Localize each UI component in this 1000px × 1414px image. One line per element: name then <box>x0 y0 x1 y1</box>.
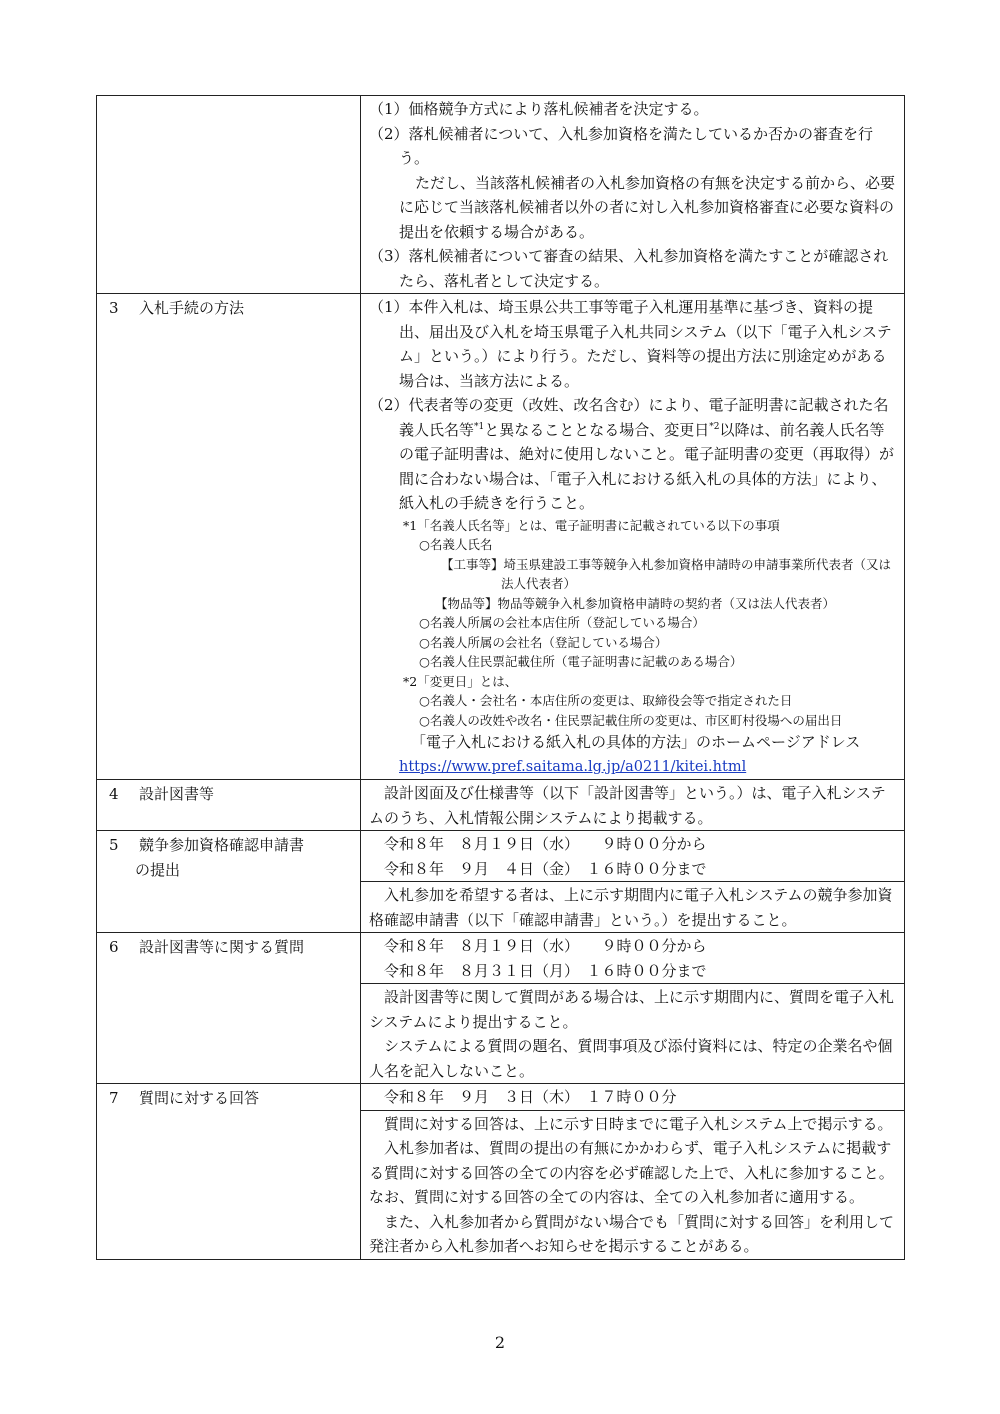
row-label <box>97 831 361 933</box>
paragraph: 設計図面及び仕様書等（以下「設計図書等」という。）は、電子入札システムのうち、入札情報公開システムにより掲載する。 <box>369 784 886 827</box>
table-row <box>97 294 905 780</box>
answer-date: 令和８年 ９月 ３日（木） １７時００分 <box>384 1088 677 1106</box>
paragraph: 質問に対する回答は、上に示す日時までに電子入札システム上で掲示する。 <box>384 1114 893 1133</box>
paragraph: 入札参加を希望する者は、上に示す期間内に電子入札システムの競争参加資格確認申請書（以下「確認申請書」という。）を提出すること。 <box>369 886 893 929</box>
paragraph: 設計図書等に関して質問がある場合は、上に示す期間内に、質問を電子入札システムにより提出すること。 <box>369 988 895 1031</box>
row-content <box>361 96 905 294</box>
list-item: （1）本件入札は、埼玉県公共工事等電子入札運用基準に基づき、資料の提出、届出及び入札を埼玉県電子入札共同システム（以下「電子入札システム」という。）により行う。ただし、資料等の提出方法に別途定めがある場合は、当該方法による。 <box>369 298 892 390</box>
row-label <box>97 1084 361 1260</box>
list-item: （2）代表者等の変更（改姓、改名含む）により、電子証明書に記載された名義人氏名等$^{*1}$と異なることとなる場合、変更日$^{*2}$以降は、前名義人氏名等の電子証明書は、絶対に使用しないこと。電子証明書の変更（再取得）が間に合わない場合は、「電子入札における紙入札の具体的方法」により、紙入札の手続きを行うこと。 <box>369 396 895 512</box>
footnote-item: ○名義人所属の会社本店住所（登記している場合） <box>419 615 705 630</box>
row-label <box>97 933 361 1084</box>
list-item-note: ただし、当該落札候補者の入札参加資格の有無を決定する前から、必要に応じて当該落札候補者以外の者に対し入札参加資格審査に必要な資料の提出を依頼する場合がある。 <box>399 173 896 241</box>
notice-table <box>96 95 905 1260</box>
date-to: 令和８年 ８月３１日（月） １６時００分まで <box>384 961 707 980</box>
row-title: 競争参加資格確認申請書 <box>139 836 305 854</box>
footnote-subitem: 【工事等】埼玉県建設工事等競争入札参加資格申請時の申請事業所代表者（又は法人代表者） <box>441 556 892 591</box>
row-title: 設計図書等 <box>139 785 215 803</box>
row-title: 入札手続の方法 <box>139 299 245 317</box>
footnote-item: ○名義人所属の会社名（登記している場合） <box>419 634 668 650</box>
row-title: 設計図書等に関する質問 <box>139 938 305 956</box>
table-row <box>97 780 905 831</box>
row-content <box>361 294 905 780</box>
footnote-item: ○名義人・会社名・本店住所の変更は、取締役会等で指定された日 <box>419 693 793 708</box>
table-row <box>97 1084 905 1111</box>
table-row <box>97 831 905 882</box>
table-row <box>97 96 905 294</box>
paragraph: 入札参加者は、質問の提出の有無にかかわらず、電子入札システムに掲載する質問に対する回答の全ての内容を必ず確認した上で、入札に参加すること。なお、質問に対する回答の全ての内容は、全ての入札参加者に適用する。 <box>369 1139 894 1206</box>
list-item: （3）落札候補者について審査の結果、入札参加資格を満たすことが確認されたら、落札者として決定する。 <box>369 247 889 290</box>
row-content <box>361 780 905 831</box>
footnote-item: ○名義人の改姓や改名・住民票記載住所の変更は、市区町村役場への届出日 <box>419 712 843 728</box>
row-title: 質問に対する回答 <box>139 1089 260 1107</box>
footnote-item: ○名義人氏名 <box>419 537 493 552</box>
row-label <box>97 294 361 780</box>
paragraph: システムによる質問の題名、質問事項及び添付資料には、特定の企業名や個人名を記入しないこと。 <box>369 1037 893 1080</box>
row-content <box>361 1110 905 1259</box>
date-from: 令和８年 ８月１９日（水） ９時００分から <box>384 835 707 853</box>
list-item: （1）価格競争方式により落札候補者を決定する。 <box>369 100 709 118</box>
date-to: 令和８年 ９月 ４日（金） １６時００分まで <box>384 859 707 878</box>
homepage-caption: 「電子入札における紙入札の具体的方法」のホームページアドレス <box>411 733 861 751</box>
row-dates <box>361 933 905 984</box>
footnote: *2「変更日」とは、 <box>403 673 518 689</box>
table-row <box>97 933 905 984</box>
row-content <box>361 882 905 933</box>
page-number: 2 <box>494 1333 506 1352</box>
row-number: 5 <box>109 836 119 854</box>
footnote: *1「名義人氏名等」とは、電子証明書に記載されている以下の事項 <box>403 517 780 533</box>
footnote-subitem: 【物品等】物品等競争入札参加資格申請時の契約者（又は法人代表者） <box>435 595 836 611</box>
row-content <box>361 984 905 1084</box>
list-item: （2）落札候補者について、入札参加資格を満たしているか否かの審査を行う。 <box>369 124 873 167</box>
date-from: 令和８年 ８月１９日（水） ９時００分から <box>384 937 707 955</box>
footnote-ref: *1 <box>474 421 485 432</box>
row-label <box>97 780 361 831</box>
row-number: 3 <box>109 299 119 317</box>
row-title-continued: の提出 <box>135 861 181 879</box>
row-number: 4 <box>109 785 119 803</box>
row-dates <box>361 1084 905 1111</box>
footnote-ref: *2 <box>709 421 720 432</box>
row-number: 7 <box>109 1089 119 1107</box>
row-dates <box>361 831 905 882</box>
row-label-empty <box>97 96 361 294</box>
homepage-link[interactable]: https://www.pref.saitama.lg.jp/a0211/kitei.html <box>399 758 747 775</box>
paragraph: また、入札参加者から質問がない場合でも「質問に対する回答」を利用して発注者から入札参加者へお知らせを掲示することがある。 <box>369 1212 895 1255</box>
footnote-item: ○名義人住民票記載住所（電子証明書に記載のある場合） <box>419 654 743 669</box>
row-number: 6 <box>109 938 119 956</box>
